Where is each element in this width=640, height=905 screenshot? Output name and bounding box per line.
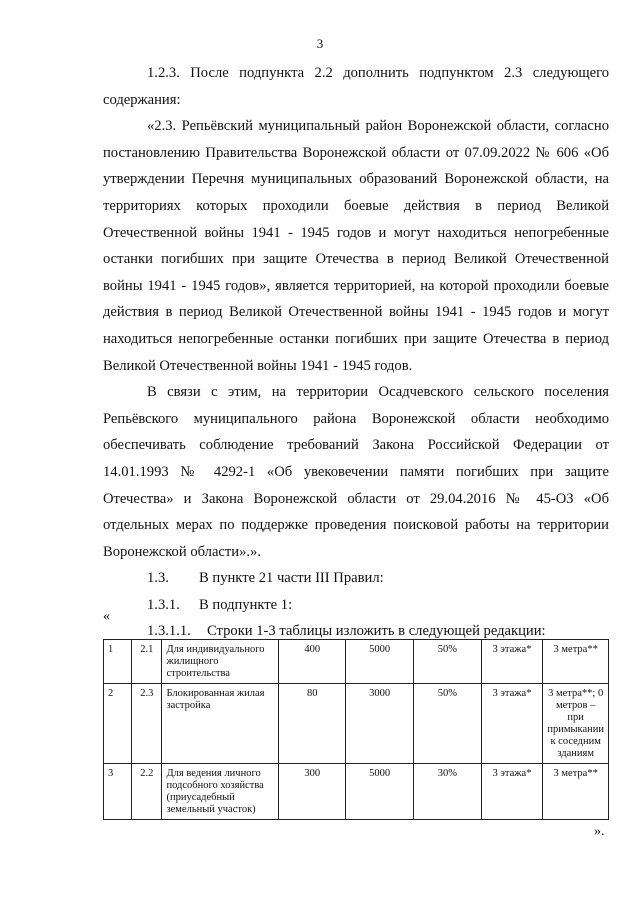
page-number: 3 [316, 36, 324, 51]
min-area: 300 [279, 764, 346, 820]
document-body [103, 60, 609, 645]
coverage-percent: 50% [414, 640, 482, 684]
table-row [104, 640, 609, 684]
paragraph-1-2-3: 1.2.3. После подпункта 2.2 дополнить подпунктом 2.3 следующего содержания: [103, 65, 609, 108]
row-number: 1 [104, 640, 132, 684]
table-row [104, 764, 609, 820]
min-area: 400 [279, 640, 346, 684]
max-area: 5000 [346, 640, 414, 684]
min-indent: 3 метра** [543, 640, 609, 684]
row-number: 2 [104, 684, 132, 764]
item-number: 1.3.1.1. [147, 623, 191, 640]
max-floors: 3 этажа* [481, 684, 543, 764]
use-code: 2.3 [132, 684, 162, 764]
min-indent: 3 метра** [543, 764, 609, 820]
paragraph-2-3-text: «2.3. Репьёвский муниципальный район Воронежской области, согласно постановлению Правительства Воронежской области от 07.09.2022 № 606 «Об утверждении Перечня муниципальных образований Воронежской области, на территориях которых проходили боевые действия в период Великой Отечественной войны 1941 - 1945 годов и могут находиться непогребенные останки погибших при защите Отечества в период Великой Отечественной войны 1941 - 1945 годов», является территорией, на которой проходили боевые действия в период Великой Отечественной войны 1941 - 1945 годов и могут находиться непогребенные останки погибших при защите Отечества в период Великой Отечественной войны 1941 - 1945 годов. [103, 118, 609, 374]
list-item [103, 565, 609, 592]
max-floors: 3 этажа* [481, 640, 543, 684]
min-indent: 3 метра**; 0 метров – при примыкании к соседним зданиям [543, 684, 609, 764]
paragraph-requirements: В связи с этим, на территории Осадчевского сельского поселения Репьёвского муниципального района Воронежской области необходимо обеспечивать соблюдение требований Закона Российской Федерации от 14.01.1993 № 4292-1 «Об увековечении памяти погибших при защите Отечества» и Закона Воронежской области от 29.04.2016 № 45-ОЗ «Об отдельных мерах по поддержке проведения поисковой работы на территории Воронежской области».». [103, 384, 609, 560]
item-text: В пункте 21 части III Правил: [199, 570, 384, 587]
use-code: 2.2 [132, 764, 162, 820]
coverage-percent: 50% [414, 684, 482, 764]
item-text: Строки 1-3 таблицы изложить в следующей редакции: [207, 623, 546, 640]
min-area: 80 [279, 684, 346, 764]
table-row [104, 684, 609, 764]
use-name: Для индивидуального жилищного строительства [162, 640, 279, 684]
max-area: 5000 [346, 764, 414, 820]
list-item [103, 592, 609, 619]
land-use-table [103, 639, 609, 820]
max-floors: 3 этажа* [481, 764, 543, 820]
item-text: В подпункте 1: [199, 596, 293, 613]
use-name: Для ведения личного подсобного хозяйства (приусадебный земельный участок) [162, 764, 279, 820]
item-number: 1.3.1. [147, 596, 180, 613]
item-number: 1.3. [147, 570, 169, 587]
max-area: 3000 [346, 684, 414, 764]
use-code: 2.1 [132, 640, 162, 684]
opening-quote: « [103, 609, 110, 624]
coverage-percent: 30% [414, 764, 482, 820]
row-number: 3 [104, 764, 132, 820]
use-name: Блокированная жилая застройка [162, 684, 279, 764]
closing-quote: ». [594, 824, 605, 839]
